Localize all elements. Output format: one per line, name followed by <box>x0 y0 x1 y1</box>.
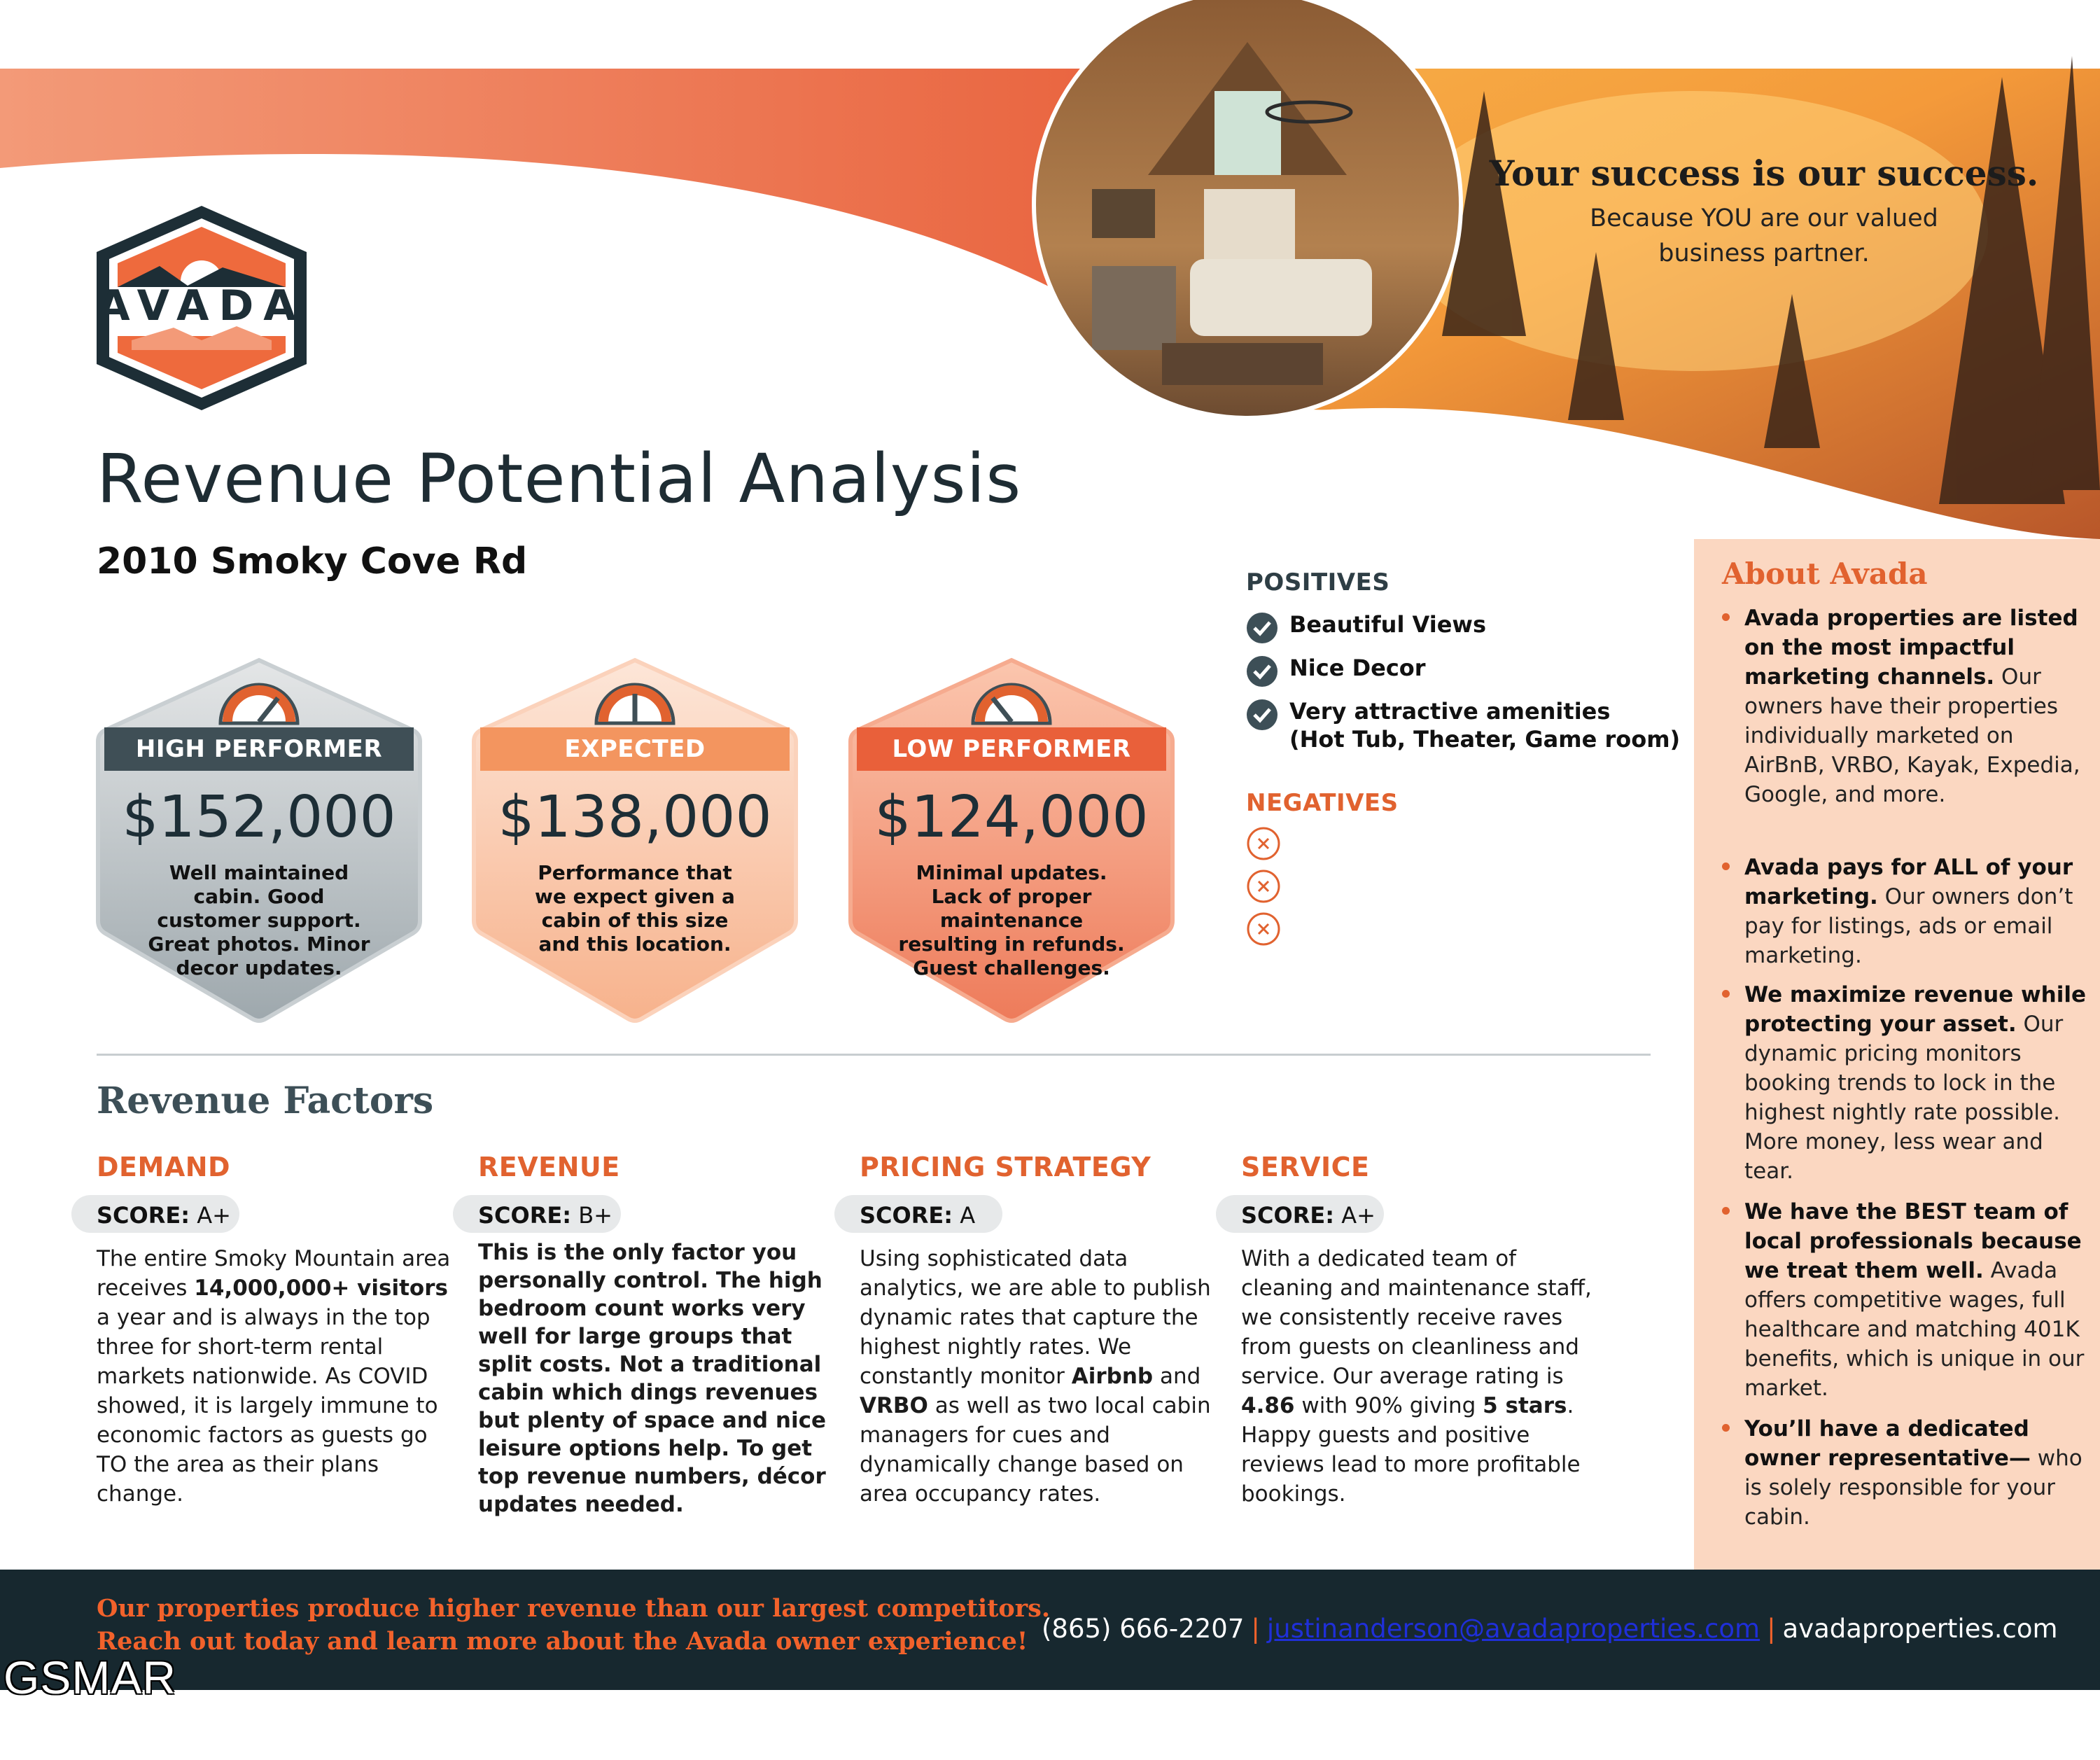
card-description: Well maintained cabin. Good customer support. Great photos. Minor decor updates. <box>148 861 370 979</box>
card-high-performer <box>94 655 424 1026</box>
positive-text: Nice Decor <box>1289 655 1426 681</box>
email-link[interactable]: justinanderson@avadaproperties.com <box>1266 1614 1760 1644</box>
bullet-icon <box>1722 990 1730 998</box>
x-circle-icon <box>1246 912 1281 947</box>
score-text: SCORE: A <box>860 1202 976 1229</box>
factor-body: This is the only factor you personally control. The high bedroom count works very well for large groups that split costs. Not a traditional cabin which dings revenues but plenty of space and nice leisure options help. To get top revenue numbers, décor updates needed. <box>478 1240 826 1517</box>
score-text: SCORE: A+ <box>1241 1202 1376 1229</box>
about-item: We have the BEST team of local professionals because we treat them well. Avada offers competitive wages, full healthcare and matching 401K benefits, which is unique in our market. <box>1744 1197 2087 1403</box>
card-label: LOW PERFORMER <box>892 735 1131 763</box>
card-low-performer <box>847 655 1176 1026</box>
score-value: A <box>960 1202 976 1229</box>
page-title: Revenue Potential Analysis <box>97 440 1022 518</box>
positive-text: Very attractive amenities <box>1289 698 1611 725</box>
score-value: B+ <box>578 1202 612 1229</box>
card-label: HIGH PERFORMER <box>135 735 383 763</box>
about-title: About Avada <box>1722 557 1928 591</box>
revenue-factors-title: Revenue Factors <box>97 1080 434 1122</box>
about-item: We maximize revenue while protecting your asset. Our dynamic pricing monitors booking trends to lock in the highest nightly rate possible. More money, less wear and tear. <box>1744 980 2087 1186</box>
bullet-icon <box>1722 1424 1730 1432</box>
about-item: You’ll have a dedicated owner representative— who is solely responsible for your cabin. <box>1744 1414 2087 1532</box>
about-sidebar <box>1694 539 2100 1570</box>
factor-body: The entire Smoky Mountain area receives 14,000,000+ visitors a year and is always in the top three for short-term rental markets nationwide. As COVID showed, it is largely immune to economic factors as guests go TO the area as their plans change. <box>97 1246 451 1507</box>
score-value: A+ <box>197 1202 231 1229</box>
bullet-icon <box>1722 613 1730 621</box>
bullet-icon <box>1722 862 1730 870</box>
factor-pricing-strategy <box>860 1152 1224 1507</box>
card-description: Minimal updates. Lack of proper maintenance resulting in refunds. Guest challenges. <box>898 861 1125 979</box>
x-circle-icon <box>1246 826 1281 861</box>
factor-heading: SERVICE <box>1241 1152 1370 1182</box>
website-link[interactable]: avadaproperties.com <box>1782 1614 2058 1644</box>
footer <box>0 1570 2100 1690</box>
card-description: Performance that we expect given a cabin of this size and this location. <box>535 861 735 956</box>
check-circle-icon <box>1246 699 1278 731</box>
card-amount: $138,000 <box>498 784 772 851</box>
tagline <box>1456 153 2072 271</box>
card-amount: $152,000 <box>122 784 396 851</box>
bullet-icon <box>1722 1207 1730 1215</box>
factor-demand <box>97 1152 461 1507</box>
property-address: 2010 Smoky Cove Rd <box>97 540 528 582</box>
score-text: SCORE: B+ <box>478 1202 612 1229</box>
factor-body: With a dedicated team of cleaning and maintenance staff, we consistently receive raves from guests on cleanliness and service. Our average rating is 4.86 with 90% giving 5 stars. Happy guests and positive reviews lead to more profitable bookings. <box>1241 1246 1592 1507</box>
score-value: A+ <box>1341 1202 1376 1229</box>
check-circle-icon <box>1246 655 1278 687</box>
factor-heading: PRICING STRATEGY <box>860 1152 1152 1182</box>
factor-service <box>1241 1152 1605 1507</box>
factor-heading: DEMAND <box>97 1152 231 1182</box>
about-item: Avada pays for ALL of your marketing. Our owners don’t pay for listings, ads or email marketing. <box>1744 853 2087 970</box>
positive-text: Beautiful Views <box>1289 611 1487 638</box>
negatives-heading: NEGATIVES <box>1246 789 1399 817</box>
factor-revenue <box>478 1152 842 1517</box>
card-amount: $124,000 <box>874 784 1149 851</box>
about-item: Avada properties are listed on the most impactful marketing channels. Our owners have their properties individually marketed on AirBnB, VRBO, Kayak, Expedia, Google, and more. <box>1744 603 2087 809</box>
contact-info: (865) 666-2207 | justinanderson@avadaproperties.com | avadaproperties.com <box>1042 1614 2058 1644</box>
positive-subtext: (Hot Tub, Theater, Game room) <box>1289 726 1681 753</box>
logo-wordmark: AVADA <box>97 281 306 330</box>
watermark: GSMAR <box>4 1651 177 1703</box>
x-circle-icon <box>1246 869 1281 904</box>
tagline-main: Your success is our success. <box>1489 153 2039 194</box>
footer-promo-line2: Reach out today and learn more about the Avada owner experience! <box>97 1627 1028 1656</box>
section-divider <box>97 1054 1651 1056</box>
factor-body: Using sophisticated data analytics, we are able to publish dynamic rates that capture the highest nightly rates. We constantly monitor Airbnb and VRBO as well as two local cabin managers for cues and dynamically change based on area occupancy rates. <box>860 1246 1211 1507</box>
card-expected <box>470 655 799 1026</box>
positives-heading: POSITIVES <box>1246 568 1390 596</box>
score-text: SCORE: A+ <box>97 1202 231 1229</box>
factor-heading: REVENUE <box>478 1152 620 1182</box>
check-circle-icon <box>1246 612 1278 644</box>
phone-number[interactable]: (865) 666-2207 <box>1042 1614 1245 1644</box>
tagline-sub: Because YOU are our valued business partner. <box>1590 204 1938 267</box>
footer-promo-line1: Our properties produce higher revenue than our largest competitors. <box>97 1594 1051 1623</box>
card-label: EXPECTED <box>564 735 706 763</box>
